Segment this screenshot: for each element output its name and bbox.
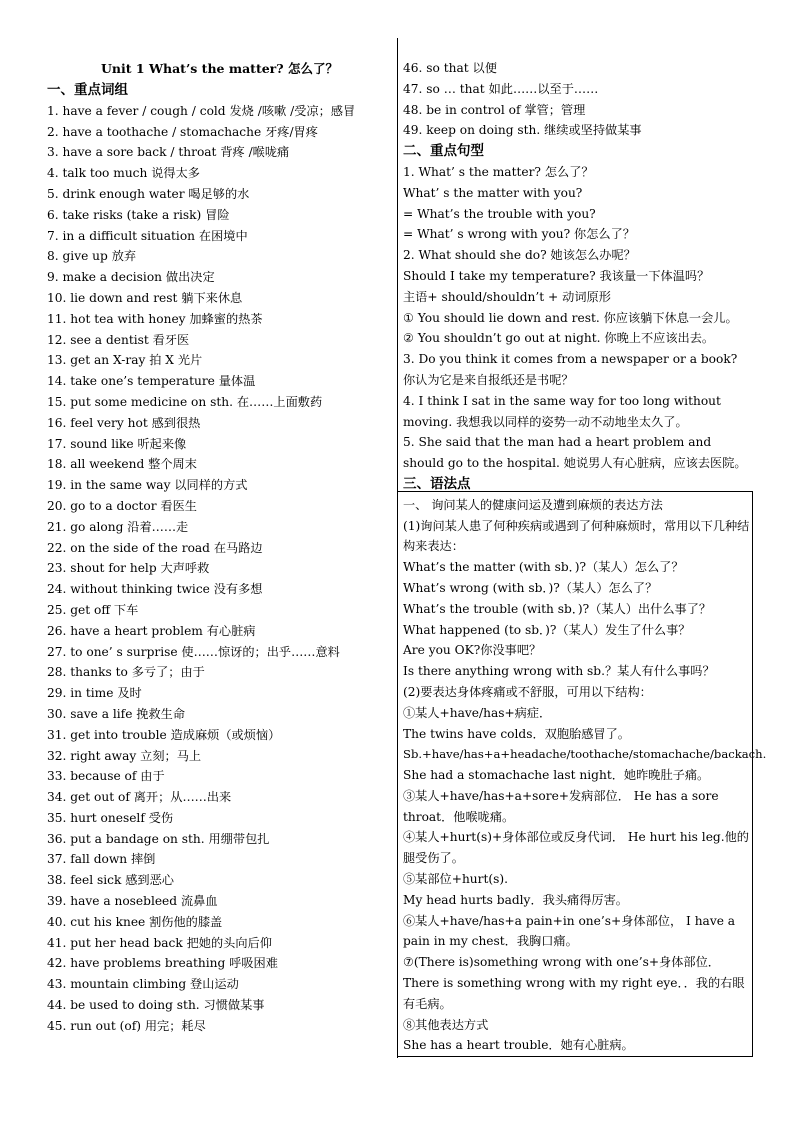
vocab-item: 29. in time 及时: [47, 686, 142, 701]
vocab-item: 28. thanks to 多亏了；由于: [47, 665, 205, 680]
sentence-line: What’ s the matter with you?: [403, 185, 583, 200]
grammar-heading: 三、语法点: [403, 475, 471, 492]
grammar-line: Sb.+have/has+a+headache/toothache/stomachache/backach.: [403, 747, 767, 762]
vocab-item: 34. get out of 离开；从……出来: [47, 790, 232, 805]
sentence-line: ② You shouldn’t go out at night. 你晚上不应该出去。: [403, 331, 715, 346]
vocab-item: 17. sound like 听起来像: [47, 436, 187, 451]
vocab-item: 2. have a toothache / stomachache 牙疼/胃疼: [47, 124, 318, 139]
vocab-item: 9. make a decision 做出决定: [47, 270, 215, 285]
sentence-line: 1. What’ s the matter? 怎么了？: [403, 164, 594, 179]
vocab-item: 47. so … that 如此……以至于……: [403, 81, 599, 96]
grammar-line: ⑦(There is)something wrong with one’s+身体部位．: [403, 955, 720, 970]
vocab-item: 45. run out (of) 用完；耗尽: [47, 1018, 206, 1033]
vocab-item: 22. on the side of the road 在马路边: [47, 540, 263, 555]
sentence-line: 5. She said that the man had a heart problem and should go to the hospital. 她说男人有心脏病，应该去医院。: [403, 435, 747, 471]
grammar-line: ⑧其他表达方式: [403, 1017, 489, 1032]
vocab-item: 33. because of 由于: [47, 769, 165, 784]
grammar-line: She had a stomachache last night．她昨晚肚子痛。: [403, 768, 710, 783]
sentence-line: 4. I think I sat in the same way for too long without moving. 我想我以同样的姿势一动不动地坐太久了。: [403, 393, 721, 429]
vocab-item: 35. hurt oneself 受伤: [47, 810, 174, 825]
vocab-item: 42. have problems breathing 呼吸困难: [47, 956, 278, 971]
vocab-list-left: [47, 101, 392, 1037]
grammar-line: What’s wrong (with sb．)?（某人）怎么了？: [403, 580, 658, 595]
sentence-line: ① You should lie down and rest. 你应该躺下休息一会儿。: [403, 310, 738, 325]
right-column: [403, 58, 767, 1056]
grammar-line: ①某人+have/has+病症．: [403, 705, 552, 720]
vocab-item: 49. keep on doing sth. 继续或坚持做某事: [403, 123, 642, 138]
vocab-item: 32. right away 立刻；马上: [47, 748, 202, 763]
vocab-item: 43. mountain climbing 登山运动: [47, 977, 239, 992]
vocab-item: 13. get an X-ray 拍 X 光片: [47, 353, 203, 368]
vocab-item: 48. be in control of 掌管；管理: [403, 102, 586, 117]
vocab-item: 15. put some medicine on sth. 在……上面敷药: [47, 394, 323, 409]
vocab-item: 46. so that 以便: [403, 61, 497, 75]
sentences-heading: 二、重点句型: [403, 143, 484, 160]
vocab-item: 18. all weekend 整个周末: [47, 457, 197, 472]
vocab-item: 36. put a bandage on sth. 用绷带包扎: [47, 831, 270, 846]
vocab-item: 23. shout for help 大声呼救: [47, 561, 210, 576]
vocab-item: 37. fall down 摔倒: [47, 852, 156, 867]
vocab-item: 6. take risks (take a risk) 冒险: [47, 207, 230, 222]
vocab-item: 7. in a difficult situation 在困境中: [47, 228, 248, 243]
vocab-item: 41. put her head back 把她的头向后仰: [47, 935, 272, 950]
sentence-line: 3. Do you think it comes from a newspaper or a book? 你认为它是来自报纸还是书呢？: [403, 352, 738, 387]
vocab-item: 3. have a sore back / throat 背疼 /喉咙痛: [47, 145, 290, 160]
vocab-item: 44. be used to doing sth. 习惯做某事: [47, 998, 265, 1013]
vocab-item: 40. cut his knee 割伤他的膝盖: [47, 914, 223, 929]
grammar-line: 一、 询问某人的健康问运及遭到麻烦的表达方法: [403, 497, 663, 512]
vocab-item: 11. hot tea with honey 加蜂蜜的热茶: [47, 311, 263, 326]
grammar-line: What’s the matter (with sb．)?（某人）怎么了？: [403, 560, 684, 575]
vocab-item: 19. in the same way 以同样的方式: [47, 478, 248, 493]
vocab-item: 8. give up 放弃: [47, 249, 137, 264]
vocab-item: 25. get off 下车: [47, 602, 139, 617]
vocab-item: 39. have a nosebleed 流鼻血: [47, 894, 218, 909]
page-title: Unit 1 What’s the matter? 怎么了？: [101, 61, 338, 76]
grammar-line: Are you OK?你没事吧？: [403, 643, 542, 658]
grammar-line: Is there anything wrong with sb.？某人有什么事吗？: [403, 664, 715, 679]
vocab-list-right: [403, 58, 753, 141]
vocab-item: 10. lie down and rest 躺下来休息: [47, 290, 243, 305]
grammar-line: ④某人+hurt(s)+身体部位或反身代词． He hurt his leg.他的腿受伤了。: [403, 830, 749, 866]
vocab-heading: 一、重点词组: [47, 82, 128, 98]
vocab-item: 24. without thinking twice 没有多想: [47, 582, 263, 597]
grammar-line: My head hurts badly．我头痛得厉害。: [403, 892, 628, 907]
vocab-item: 31. get into trouble 造成麻烦（或烦恼）: [47, 727, 281, 742]
grammar-line: There is something wrong with my right eye．．我的右眼有毛病。: [403, 976, 745, 1011]
vocab-item: 12. see a dentist 看牙医: [47, 332, 190, 347]
vocab-item: 20. go to a doctor 看医生: [47, 498, 197, 513]
grammar-line: What happened (to sb．)?（某人）发生了什么事？: [403, 622, 691, 637]
grammar-line: She has a heart trouble．她有心脏病。: [403, 1038, 634, 1053]
grammar-line: The twins have colds．双胞胎感冒了。: [403, 726, 630, 741]
vocab-item: 38. feel sick 感到恶心: [47, 873, 174, 888]
sentence-line: Should I take my temperature? 我该量一下体温吗？: [403, 268, 710, 283]
left-column: [47, 58, 392, 1037]
grammar-line: ③某人+have/has+a+sore+发病部位． He has a sore throat．他喉咙痛。: [403, 788, 719, 824]
sentence-line: 2. What should she do? 她该怎么办呢？: [403, 248, 636, 263]
vocab-item: 1. have a fever / cough / cold 发烧 /咳嗽 /受凉；感冒: [47, 103, 356, 118]
grammar-line: (2)要表达身体疼痛或不舒服，可用以下结构：: [403, 684, 652, 699]
grammar-line: ⑥某人+have/has+a pain+in one’s+身体部位， I have a pain in my chest．我胸口痛。: [403, 913, 736, 949]
sentence-line: = What’ s wrong with you? 你怎么了？: [403, 227, 635, 242]
vocab-item: 4. talk too much 说得太多: [47, 166, 200, 181]
grammar-line: (1)询问某人患了何种疾病或遇到了何种麻烦时，常用以下几种结构来表达：: [403, 518, 750, 554]
vocab-item: 30. save a life 挽救生命: [47, 706, 186, 721]
vocab-item: 5. drink enough water 喝足够的水: [47, 186, 250, 201]
vocab-item: 14. take one’s temperature 量体温: [47, 374, 256, 389]
grammar-line: ⑤某部位+hurt(s).: [403, 872, 509, 887]
grammar-line: What’s the trouble (with sb．)?（某人）出什么事了？: [403, 601, 712, 616]
vocab-item: 16. feel very hot 感到很热: [47, 415, 201, 430]
sentence-line: 主语+ should/shouldn’t + 动词原形: [403, 289, 611, 304]
vocab-item: 21. go along 沿着……走: [47, 519, 189, 534]
vocab-item: 26. have a heart problem 有心脏病: [47, 623, 256, 638]
vocab-item: 27. to one’ s surprise 使……惊讶的；出乎……意料: [47, 644, 340, 659]
sentence-line: = What’s the trouble with you?: [403, 206, 596, 221]
